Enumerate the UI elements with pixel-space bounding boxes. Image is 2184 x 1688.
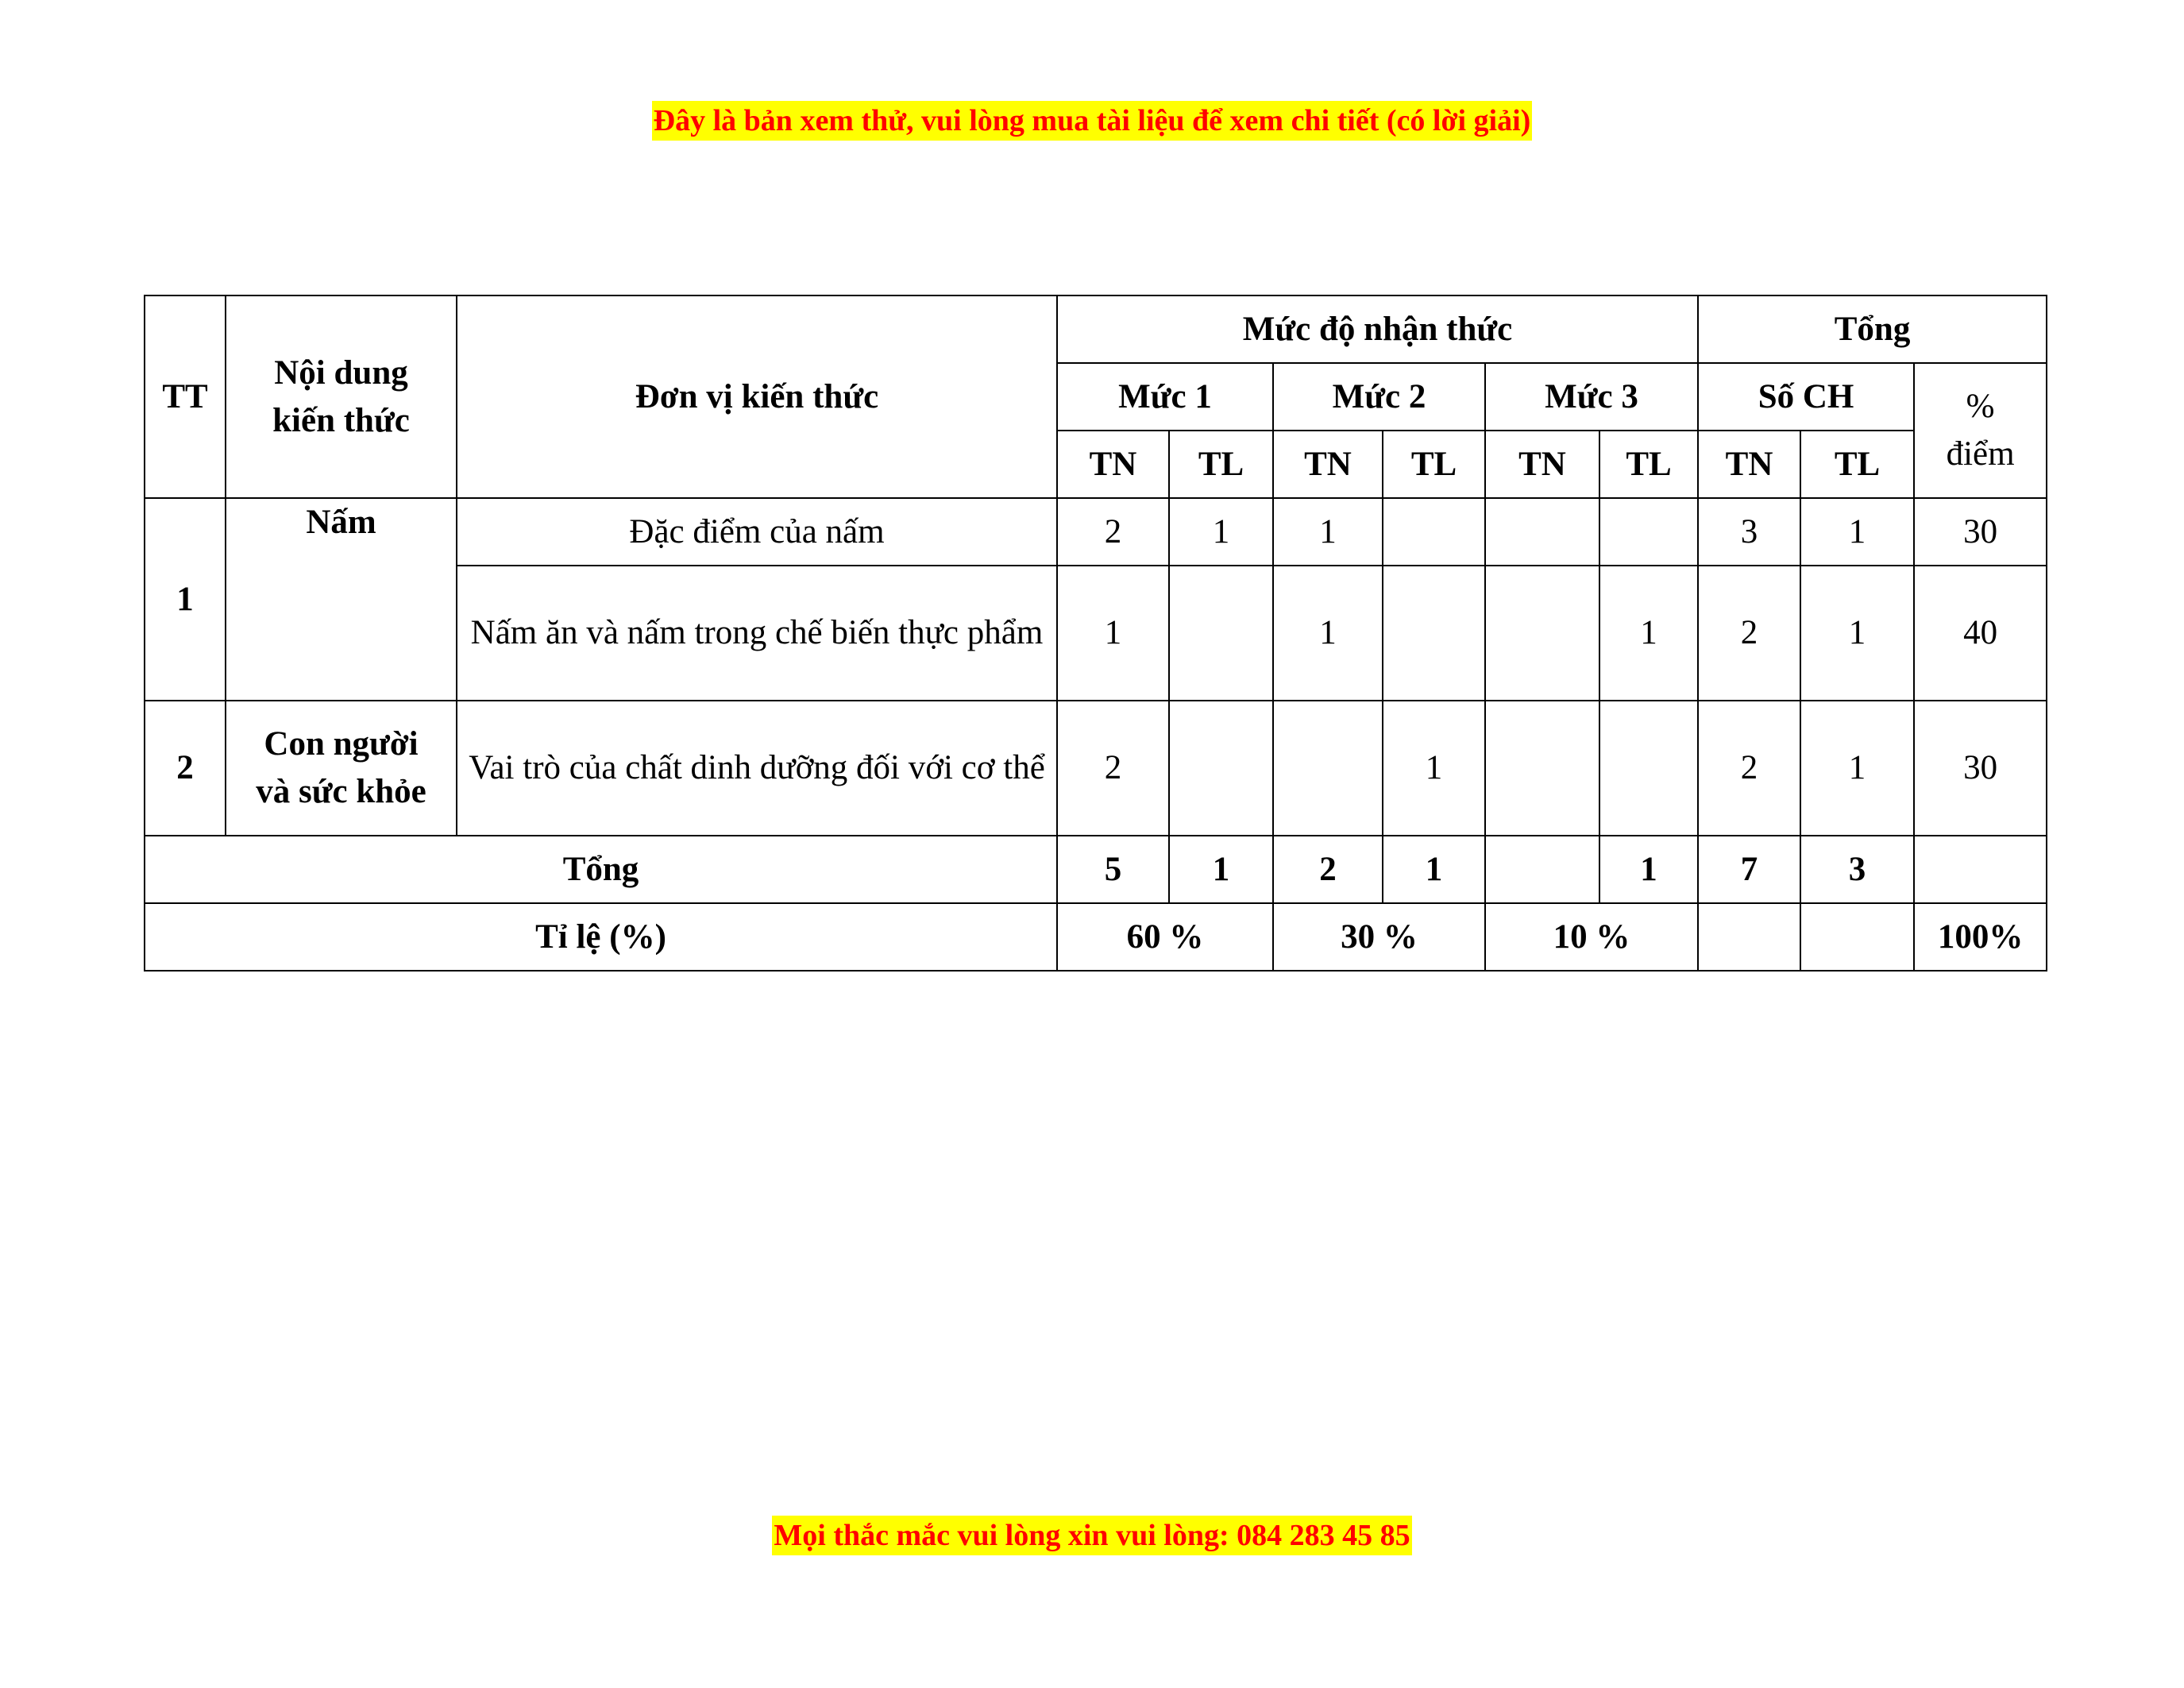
cell-m1-tn: 2	[1057, 701, 1169, 836]
cell-m3-tn	[1485, 498, 1599, 566]
header-tn: TN	[1273, 431, 1383, 498]
cell-pct: 30	[1914, 701, 2047, 836]
total-pct	[1914, 836, 2047, 903]
ratio-label: Tỉ lệ (%)	[145, 903, 1057, 971]
preview-notice-text: Đây là bản xem thử, vui lòng mua tài liệu để xem chi tiết (có lời giải)	[652, 101, 1533, 141]
table-row	[145, 701, 2047, 836]
cell-m1-tn: 2	[1057, 498, 1169, 566]
ratio-level-2: 30 %	[1273, 903, 1485, 971]
topic-number: 2	[145, 701, 226, 836]
header-score-percent: % điểm	[1914, 363, 2047, 498]
cell-m3-tn	[1485, 566, 1599, 701]
cell-m1-tl	[1169, 701, 1273, 836]
knowledge-unit: Đặc điểm của nấm	[457, 498, 1057, 566]
cell-ch-tn: 2	[1698, 701, 1800, 836]
total-ch-tn: 7	[1698, 836, 1800, 903]
header-tl: TL	[1169, 431, 1273, 498]
header-tl: TL	[1599, 431, 1698, 498]
cell-m2-tl	[1383, 566, 1485, 701]
cell-ch-tl: 1	[1800, 701, 1914, 836]
header-tn: TN	[1057, 431, 1169, 498]
ratio-row	[145, 903, 2047, 971]
preview-notice-banner	[0, 106, 2184, 136]
header-content: Nội dung kiến thức	[226, 295, 457, 498]
cell-ch-tl: 1	[1800, 498, 1914, 566]
cell-pct: 40	[1914, 566, 2047, 701]
knowledge-matrix-table	[144, 295, 2047, 971]
topic-name: Nấm	[226, 498, 457, 701]
header-tl: TL	[1800, 431, 1914, 498]
total-m1-tn: 5	[1057, 836, 1169, 903]
cell-m2-tn: 1	[1273, 498, 1383, 566]
header-level-3: Mức 3	[1485, 363, 1698, 431]
contact-text: Mọi thắc mắc vui lòng xin vui lòng: 084 283 45 85	[772, 1516, 1411, 1555]
header-knowledge-unit: Đơn vị kiến thức	[457, 295, 1057, 498]
ratio-ch-tl	[1800, 903, 1914, 971]
cell-m1-tn: 1	[1057, 566, 1169, 701]
header-level-1: Mức 1	[1057, 363, 1273, 431]
cell-ch-tn: 3	[1698, 498, 1800, 566]
ratio-level-3: 10 %	[1485, 903, 1698, 971]
cell-ch-tl: 1	[1800, 566, 1914, 701]
ratio-pct: 100%	[1914, 903, 2047, 971]
cell-m2-tn: 1	[1273, 566, 1383, 701]
header-tn: TN	[1485, 431, 1599, 498]
total-m3-tl: 1	[1599, 836, 1698, 903]
total-m2-tl: 1	[1383, 836, 1485, 903]
total-ch-tl: 3	[1800, 836, 1914, 903]
cell-m1-tl	[1169, 566, 1273, 701]
header-row-1	[145, 295, 2047, 363]
topic-name: Con người và sức khỏe	[226, 701, 457, 836]
ratio-ch-tn	[1698, 903, 1800, 971]
cell-m1-tl: 1	[1169, 498, 1273, 566]
cell-m3-tl	[1599, 498, 1698, 566]
cell-ch-tn: 2	[1698, 566, 1800, 701]
header-tn: TN	[1698, 431, 1800, 498]
cell-m2-tl: 1	[1383, 701, 1485, 836]
knowledge-unit: Vai trò của chất dinh dưỡng đối với cơ thể	[457, 701, 1057, 836]
table-row	[145, 498, 2047, 566]
cell-m2-tl	[1383, 498, 1485, 566]
knowledge-unit: Nấm ăn và nấm trong chế biến thực phẩm	[457, 566, 1057, 701]
header-tl: TL	[1383, 431, 1485, 498]
header-level-2: Mức 2	[1273, 363, 1485, 431]
cell-m3-tn	[1485, 701, 1599, 836]
contact-banner	[0, 1520, 2184, 1551]
header-total: Tổng	[1698, 295, 2047, 363]
total-m3-tn	[1485, 836, 1599, 903]
cell-m3-tl: 1	[1599, 566, 1698, 701]
cell-m3-tl	[1599, 701, 1698, 836]
topic-number: 1	[145, 498, 226, 701]
header-tt: TT	[145, 295, 226, 498]
total-label: Tổng	[145, 836, 1057, 903]
total-row	[145, 836, 2047, 903]
header-cognitive-level: Mức độ nhận thức	[1057, 295, 1698, 363]
cell-m2-tn	[1273, 701, 1383, 836]
total-m2-tn: 2	[1273, 836, 1383, 903]
ratio-level-1: 60 %	[1057, 903, 1273, 971]
header-question-count: Số CH	[1698, 363, 1914, 431]
total-m1-tl: 1	[1169, 836, 1273, 903]
cell-pct: 30	[1914, 498, 2047, 566]
